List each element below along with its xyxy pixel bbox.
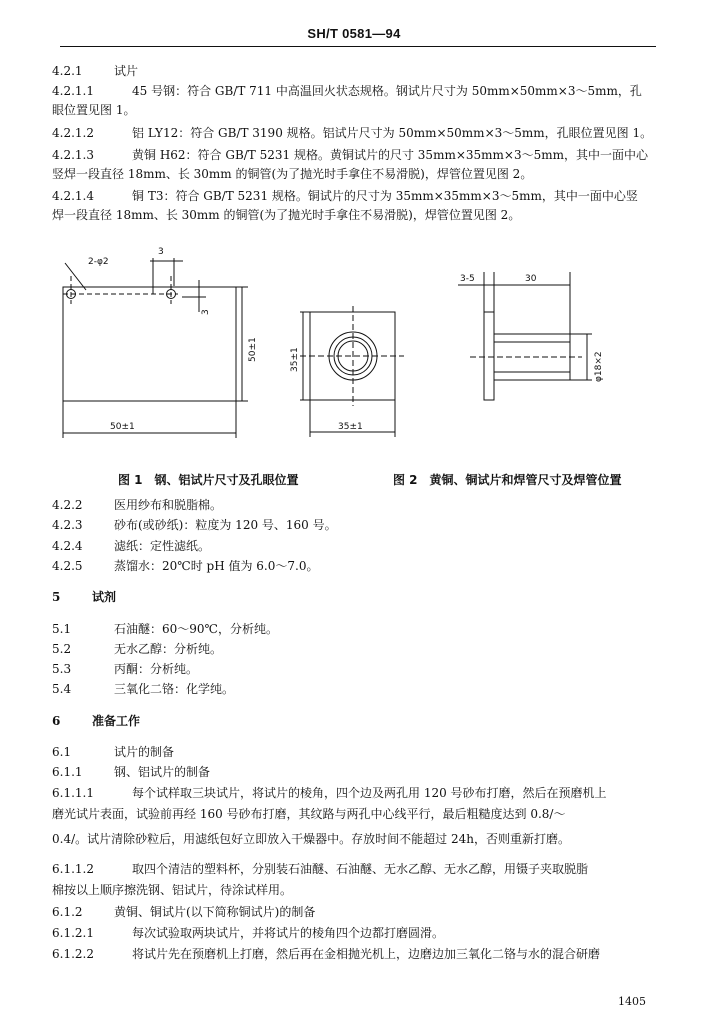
clause-6-1 (52, 743, 660, 761)
clause-number: 6.1.1.2 (52, 862, 94, 876)
fig2-side-tube (494, 334, 570, 380)
fig1-plate-outline (63, 287, 236, 401)
fig1-leader-line (65, 263, 86, 290)
clause-number: 4.2.2 (52, 498, 83, 512)
section-6-heading (52, 712, 660, 730)
fig1-dim-width-label: 50±1 (110, 422, 135, 432)
fig1-hole-label: 2-φ2 (88, 257, 109, 267)
clause-text: 黄铜 H62：符合 GB/T 5231 规格。黄铜试片的尺寸 35mm×35mm×3～5mm，其中一面中心 (132, 148, 648, 162)
clause-text: 砂布(或砂纸)：粒度为 120 号、160 号。 (114, 518, 337, 532)
page-number: 1405 (618, 995, 646, 1008)
fig2-dim-height-label: 35±1 (290, 347, 300, 372)
clause-number: 6.1.2 (52, 905, 83, 919)
fig1-centerlines (63, 276, 178, 304)
figure-2-caption: 图 2 黄铜、铜试片和焊管尺寸及焊管位置 (393, 473, 622, 487)
clause-4-2-3 (52, 516, 660, 534)
clause-5-3 (52, 660, 660, 678)
clause-text: 医用纱布和脱脂棉。 (114, 498, 223, 512)
clause-4-2-5 (52, 557, 660, 575)
clause-4-2-4 (52, 537, 660, 555)
clause-number: 4.2.1.3 (52, 148, 94, 162)
clause-number: 4.2.1 (52, 64, 83, 78)
clause-text: 丙酮：分析纯。 (114, 662, 199, 676)
clause-number: 5.2 (52, 642, 72, 656)
clause-text: 每个试样取三块试片，将试片的棱角，四个边及两孔用 120 号砂布打磨，然后在预磨机上 (132, 786, 607, 800)
clause-number: 4.2.5 (52, 559, 83, 573)
clause-text: 取四个清洁的塑料杯，分别装石油醚、石油醚、无水乙醇、无水乙醇，用镊子夹取脱脂 (132, 862, 589, 876)
clause-number: 4.2.1.2 (52, 126, 94, 140)
standard-code-header: SH/T 0581—94 (307, 26, 401, 41)
clause-number: 5.1 (52, 622, 72, 636)
section-title: 试剂 (92, 590, 117, 604)
fig2-centerlines (300, 306, 404, 406)
figure-drawings (0, 0, 708, 470)
clause-number: 6.1.2.2 (52, 947, 94, 961)
fig1-dim-top-label: 3 (158, 247, 164, 257)
clause-4-2-1-3-cont: 竖焊一段直径 18mm、长 30mm 的铜管(为了抛光时手拿住不易滑脱)，焊管位置见图 2。 (52, 167, 533, 181)
clause-number: 4.2.1.1 (52, 84, 94, 98)
fig2-side-plate (484, 312, 494, 400)
clause-text: 铜 T3：符合 GB/T 5231 规格。铜试片的尺寸为 35mm×35mm×3～5mm，其中一面中心竖 (132, 189, 638, 203)
clause-text: 石油醚：60～90℃，分析纯。 (114, 622, 278, 636)
clause-text: 钢、铝试片的制备 (114, 765, 211, 779)
clause-number: 4.2.3 (52, 518, 83, 532)
clause-number: 4.2.1.4 (52, 189, 94, 203)
clause-6-1-1-1 (52, 784, 660, 802)
clause-4-2-2 (52, 496, 660, 514)
clause-text: 无水乙醇：分析纯。 (114, 642, 223, 656)
clause-6-1-1-1-cont: 磨光试片表面，试验前再经 160 号砂布打磨，其纹路与两孔中心线平行，最后粗糙度达到 0.8/～ (52, 807, 566, 821)
clause-6-1-1-2 (52, 860, 660, 878)
clause-6-1-2-1 (52, 924, 660, 942)
section-5-heading (52, 588, 660, 606)
clause-text: 每次试验取两块试片，并将试片的棱角四个边都打磨圆滑。 (132, 926, 445, 940)
figure-1-caption: 图 1 钢、铝试片尺寸及孔眼位置 (118, 473, 299, 487)
fig2-side-dim-thick-label: 3-5 (460, 274, 475, 284)
clause-number: 5.4 (52, 682, 72, 696)
section-number: 5 (52, 590, 61, 604)
fig1-dim-height-label: 50±1 (248, 337, 258, 362)
clause-text: 45 号钢：符合 GB/T 711 中高温回火状态规格。钢试片尺寸为 50mm×50mm×3～5mm，孔 (132, 84, 642, 98)
fig2-dim-width-label: 35±1 (338, 422, 363, 432)
clause-5-2 (52, 640, 660, 658)
clause-6-1-1 (52, 763, 660, 781)
fig2-side-dim-dia-label: φ18×2 (594, 351, 604, 382)
clause-6-1-2-2 (52, 945, 660, 963)
clause-text: 黄铜、铜试片(以下简称铜试片)的制备 (114, 905, 316, 919)
clause-5-1 (52, 620, 660, 638)
clause-6-1-1-1-cont-2: 0.4/。试片清除砂粒后，用滤纸包好立即放入干燥器中。存放时间不能超过 24h，否则重新打磨。 (52, 832, 570, 846)
clause-number: 6.1.2.1 (52, 926, 94, 940)
section-title: 准备工作 (92, 714, 141, 728)
clause-4-2-1-1-cont: 眼位置见图 1。 (52, 103, 136, 117)
clause-number: 6.1.1 (52, 765, 83, 779)
clause-text: 滤纸：定性滤纸。 (114, 539, 211, 553)
clause-text: 三氧化二铬：化学纯。 (114, 682, 235, 696)
clause-text: 试片 (114, 64, 139, 78)
clause-text: 试片的制备 (114, 745, 175, 759)
clause-number: 6.1 (52, 745, 72, 759)
section-number: 6 (52, 714, 61, 728)
clause-number: 6.1.1.1 (52, 786, 94, 800)
clause-text: 将试片先在预磨机上打磨，然后再在金相抛光机上，边磨边加三氧化二铬与水的混合研磨 (132, 947, 601, 961)
fig1-dim-side-label: 3 (201, 309, 211, 315)
clause-5-4 (52, 680, 660, 698)
clause-4-2-1-4-cont: 焊一段直径 18mm、长 30mm 的铜管(为了抛光时手拿住不易滑脱)，焊管位置见图 2。 (52, 208, 521, 222)
clause-text: 铝 LY12：符合 GB/T 3190 规格。铝试片尺寸为 50mm×50mm×3～5mm，孔眼位置见图 1。 (132, 126, 653, 140)
clause-6-1-2 (52, 903, 660, 921)
fig2-side-dim-length-label: 30 (525, 274, 537, 284)
clause-text: 蒸馏水：20℃时 pH 值为 6.0～7.0。 (114, 559, 319, 573)
clause-number: 4.2.4 (52, 539, 83, 553)
clause-number: 5.3 (52, 662, 72, 676)
clause-6-1-1-2-cont: 棉按以上顺序擦洗钢、铝试片，待涂试样用。 (52, 883, 293, 897)
